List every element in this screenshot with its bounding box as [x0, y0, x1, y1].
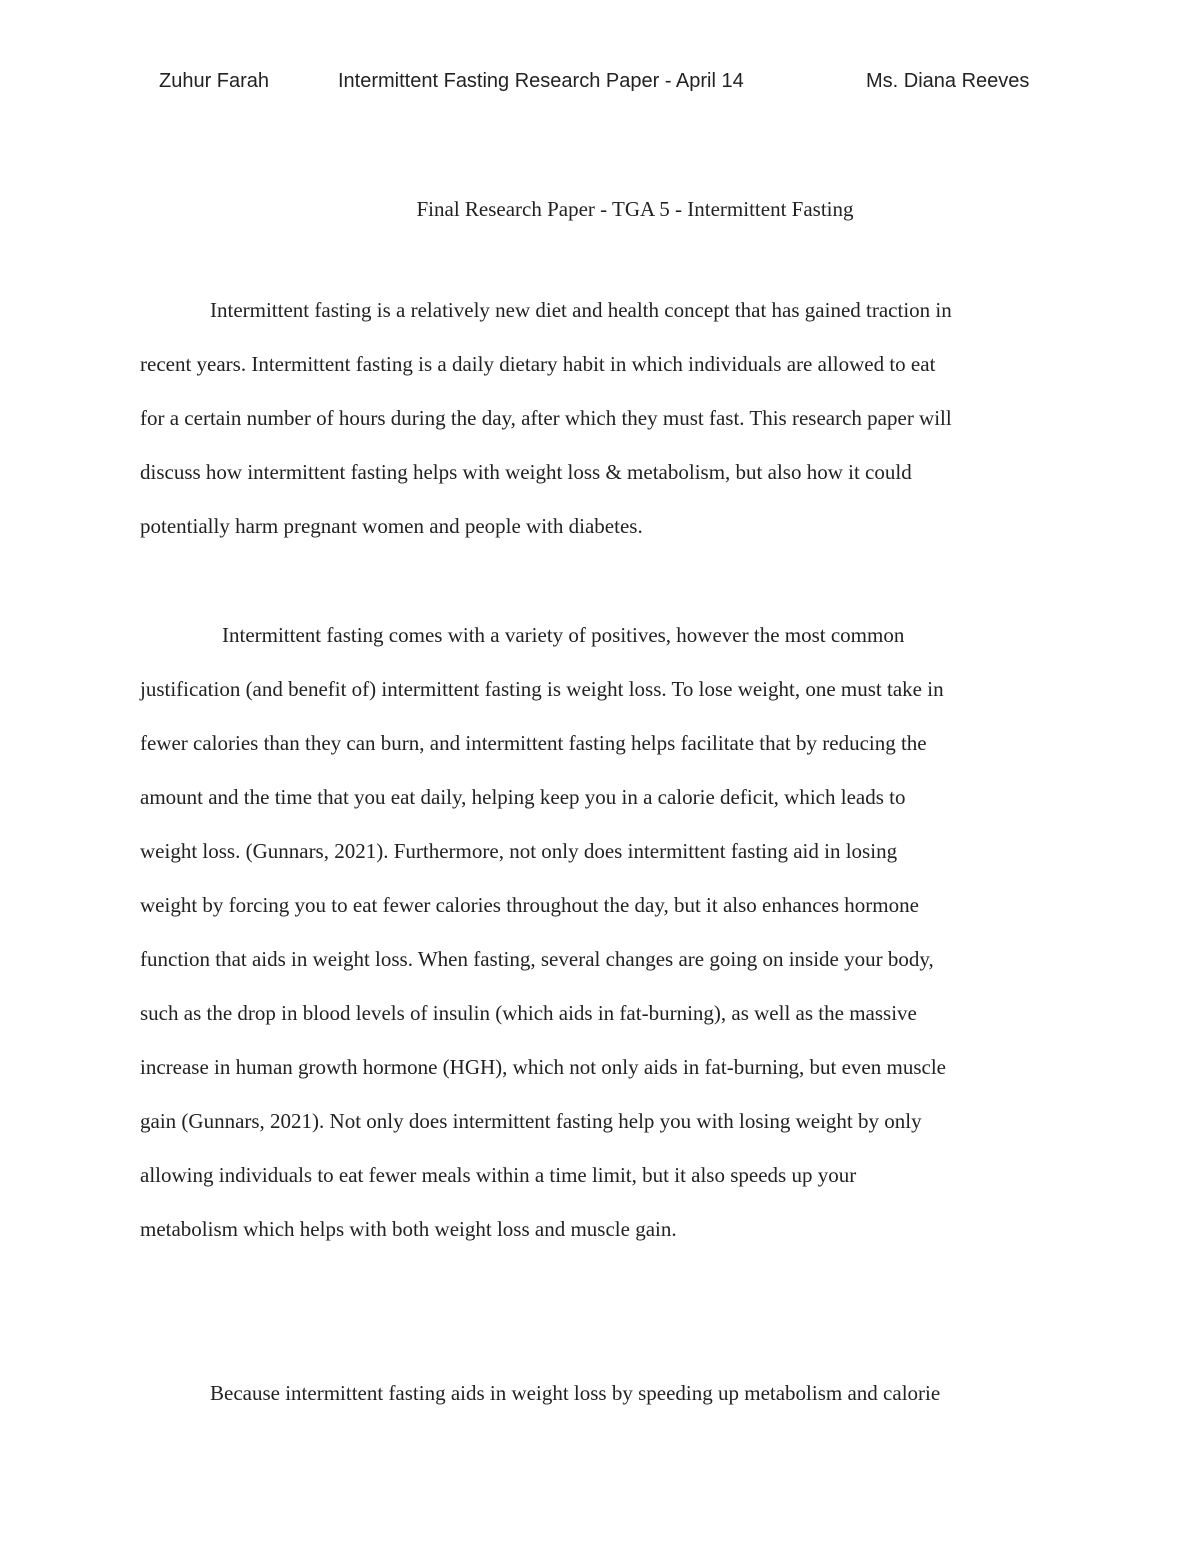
paragraph-line: Because intermittent fasting aids in weight loss by speeding up metabolism and calorie — [210, 1381, 941, 1405]
paragraph-line: function that aids in weight loss. When fasting, several changes are going on inside your body, — [140, 947, 934, 971]
paragraph-line: amount and the time that you eat daily, helping keep you in a calorie deficit, which leads to — [140, 785, 906, 809]
paragraph-line: weight loss. (Gunnars, 2021). Furthermore, not only does intermittent fasting aid in losing — [140, 839, 898, 863]
paragraph-line: allowing individuals to eat fewer meals within a time limit, but it also speeds up your — [140, 1163, 857, 1187]
paragraph-line: recent years. Intermittent fasting is a daily dietary habit in which individuals are allowed to eat — [140, 352, 936, 376]
paragraph-line: potentially harm pregnant women and people with diabetes. — [140, 514, 643, 538]
page-header — [0, 70, 1200, 100]
paragraph-line: gain (Gunnars, 2021). Not only does intermittent fasting help you with losing weight by only — [140, 1109, 922, 1133]
paragraph-line: discuss how intermittent fasting helps with weight loss & metabolism, but also how it could — [140, 460, 912, 484]
paragraph-line: for a certain number of hours during the day, after which they must fast. This research paper will — [140, 406, 952, 430]
document-title: Final Research Paper - TGA 5 - Intermittent Fasting — [416, 197, 854, 221]
paragraph-line: weight by forcing you to eat fewer calories throughout the day, but it also enhances hormone — [140, 893, 919, 917]
header-author: Zuhur Farah — [159, 70, 270, 92]
paragraph-line: Intermittent fasting comes with a variety of positives, however the most common — [222, 623, 905, 647]
paragraph-line: metabolism which helps with both weight loss and muscle gain. — [140, 1217, 677, 1241]
paragraph-line: increase in human growth hormone (HGH), which not only aids in fat-burning, but even muscle — [140, 1055, 946, 1079]
paragraph-line: justification (and benefit of) intermittent fasting is weight loss. To lose weight, one must take in — [140, 677, 944, 701]
paragraph-line: Intermittent fasting is a relatively new diet and health concept that has gained traction in — [210, 298, 952, 322]
header-teacher: Ms. Diana Reeves — [866, 70, 1030, 92]
paragraph-line: such as the drop in blood levels of insulin (which aids in fat-burning), as well as the massive — [140, 1001, 917, 1025]
header-paper-title: Intermittent Fasting Research Paper - April 14 — [338, 70, 744, 92]
paragraph-line: fewer calories than they can burn, and intermittent fasting helps facilitate that by reducing the — [140, 731, 927, 755]
